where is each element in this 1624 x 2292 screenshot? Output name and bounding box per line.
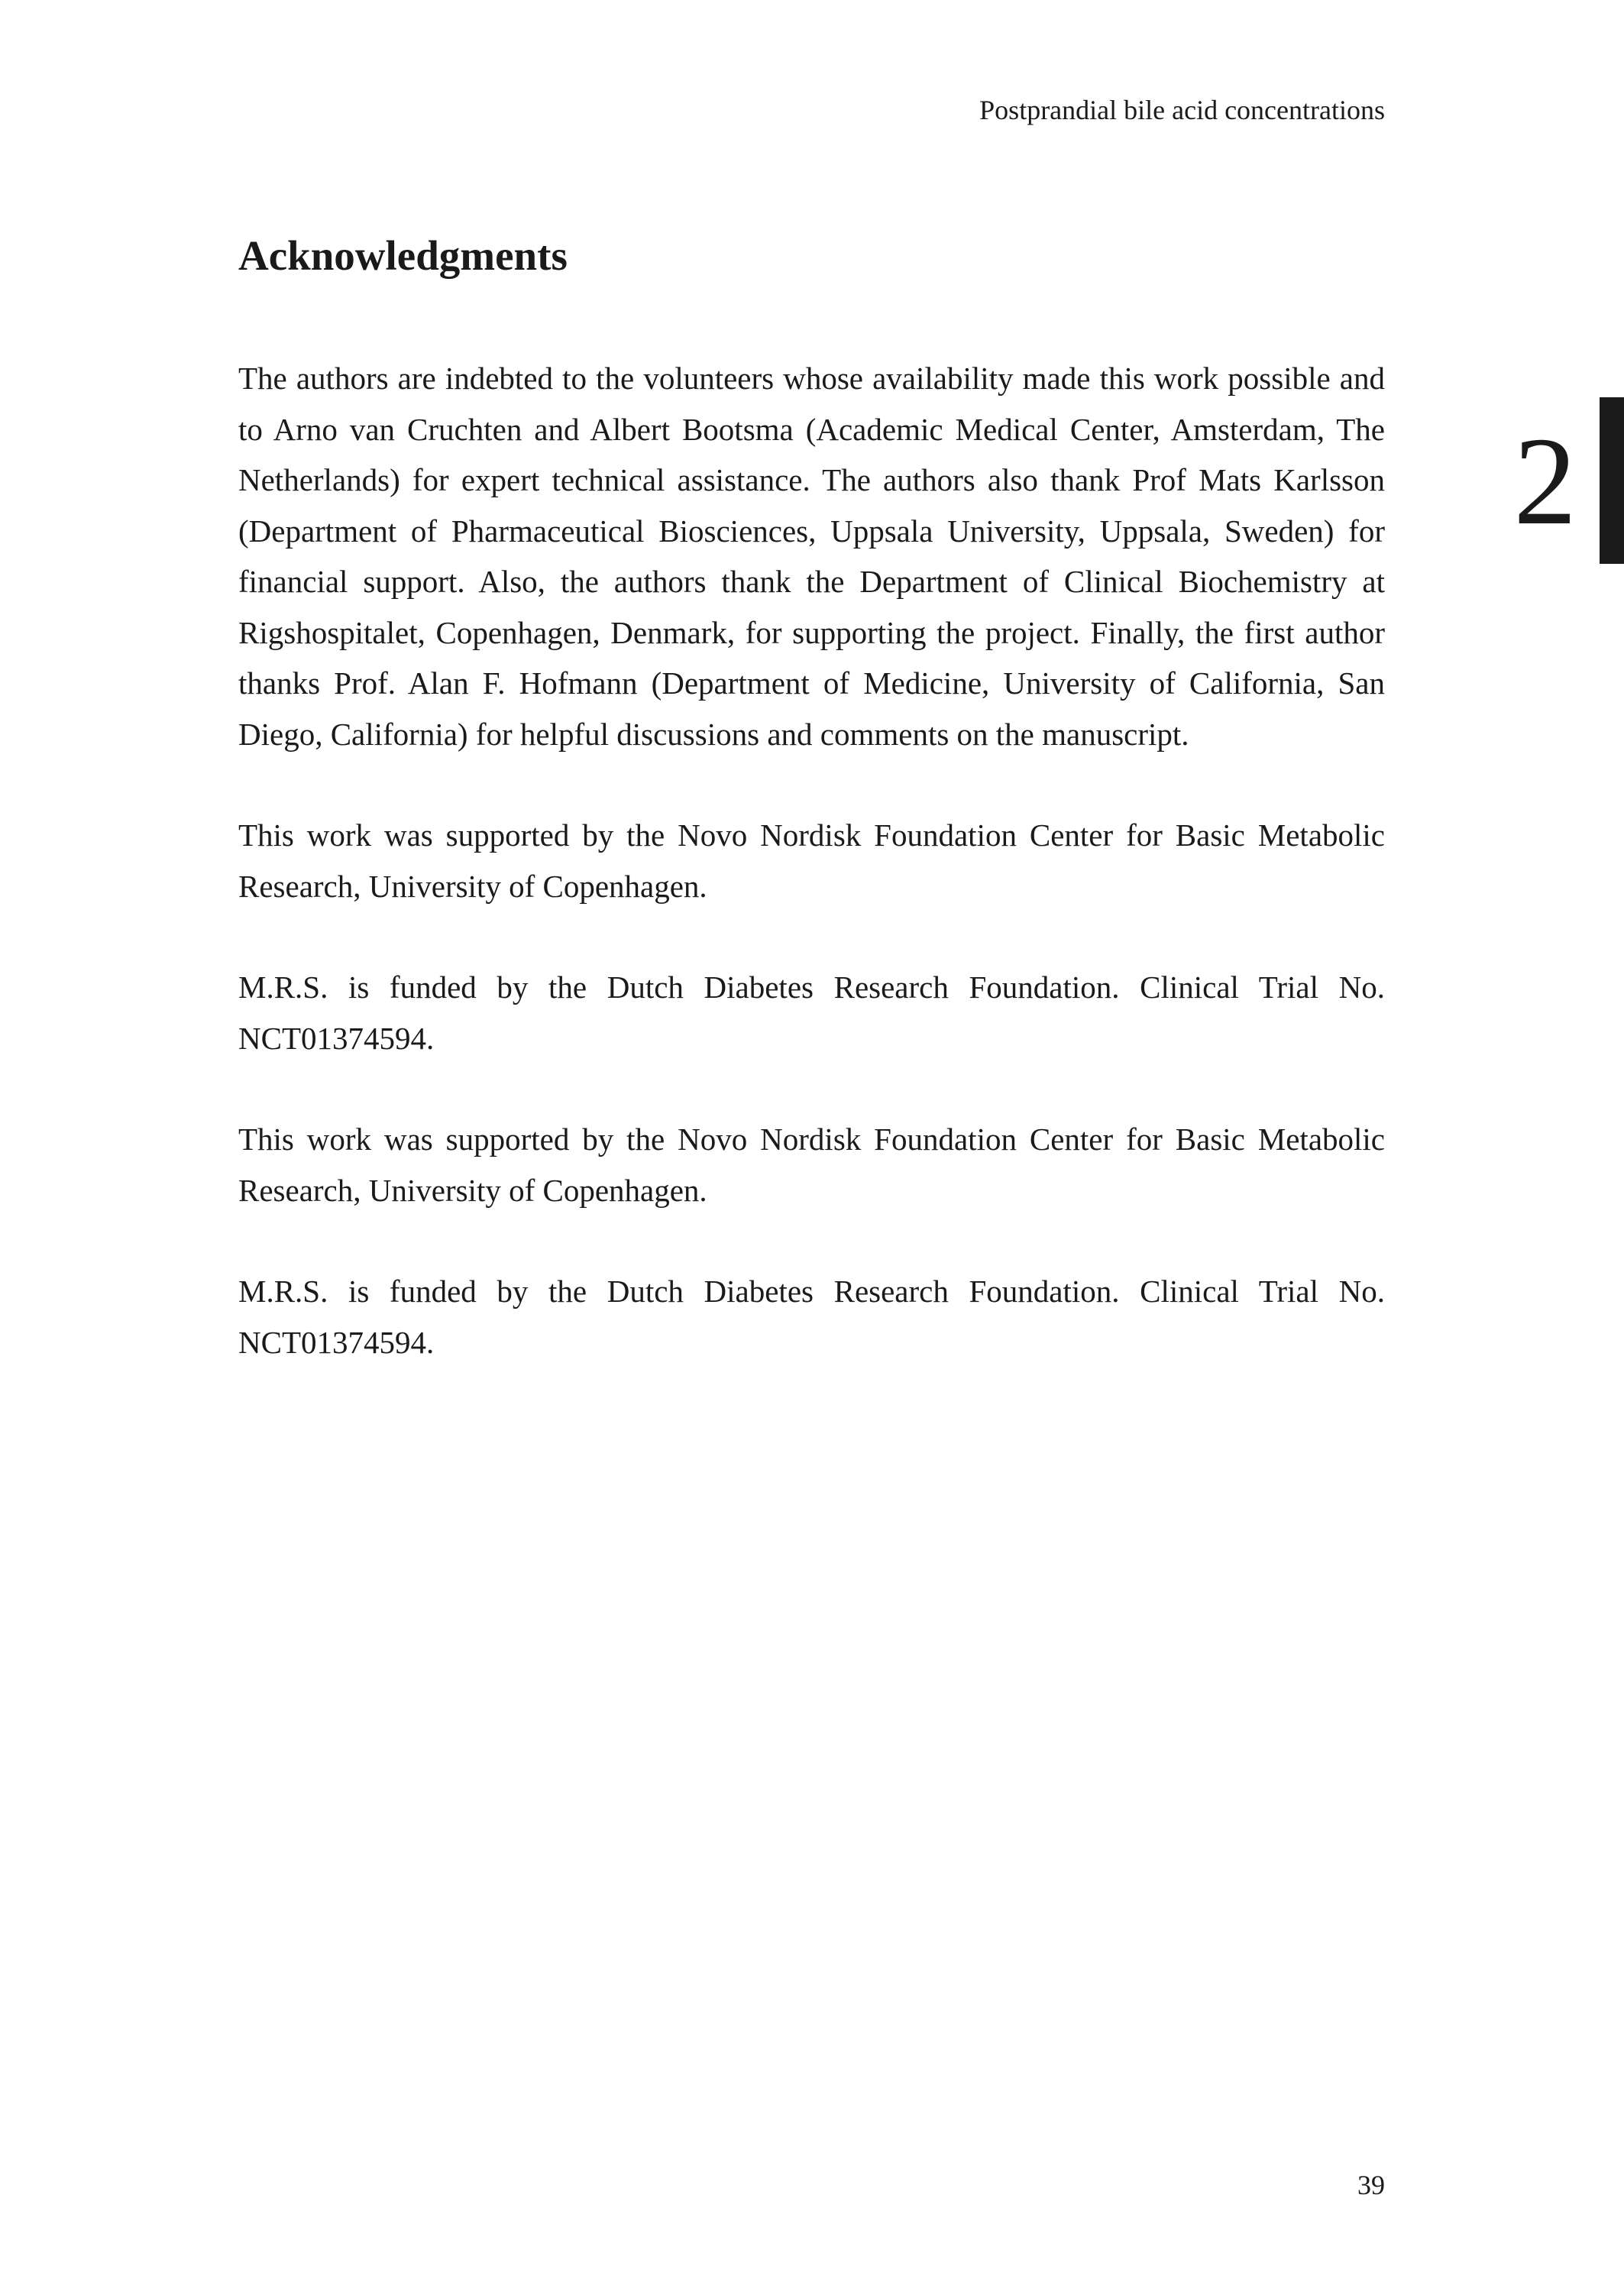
page-number: 39 — [1357, 2170, 1385, 2200]
funding-paragraph: This work was supported by the Novo Nordisk Foundation Center for Basic Metabolic Research, University of Copenhagen. — [238, 1122, 1385, 1208]
funding-paragraph: M.R.S. is funded by the Dutch Diabetes Research Foundation. Clinical Trial No. NCT01374594. — [238, 1274, 1385, 1360]
main-content — [238, 229, 1385, 1368]
chapter-tab — [1514, 397, 1624, 564]
running-header: Postprandial bile acid concentrations — [979, 95, 1385, 125]
chapter-number: 2 — [1513, 410, 1577, 551]
funding-paragraph: M.R.S. is funded by the Dutch Diabetes Research Foundation. Clinical Trial No. NCT01374594. — [238, 970, 1385, 1056]
chapter-marker-bar — [1600, 397, 1624, 564]
acknowledgments-paragraph: The authors are indebted to the volunteers whose availability made this work possible and to Arno van Cruchten and Albert Bootsma (Academic Medical Center, Amsterdam, The Netherlands) for expert technical assistance. The authors also thank Prof Mats Karlsson (Department of Pharmaceutical Biosciences, Uppsala University, Uppsala, Sweden) for financial support. Also, the authors thank the Department of Clinical Biochemistry at Rigshospitalet, Copenhagen, Denmark, for supporting the project. Finally, the first author thanks Prof. Alan F. Hofmann (Department of Medicine, University of California, San Diego, California) for helpful discussions and comments on the manuscript. — [238, 361, 1385, 752]
funding-paragraph: This work was supported by the Novo Nordisk Foundation Center for Basic Metabolic Research, University of Copenhagen. — [238, 817, 1385, 904]
section-heading: Acknowledgments — [238, 232, 568, 279]
